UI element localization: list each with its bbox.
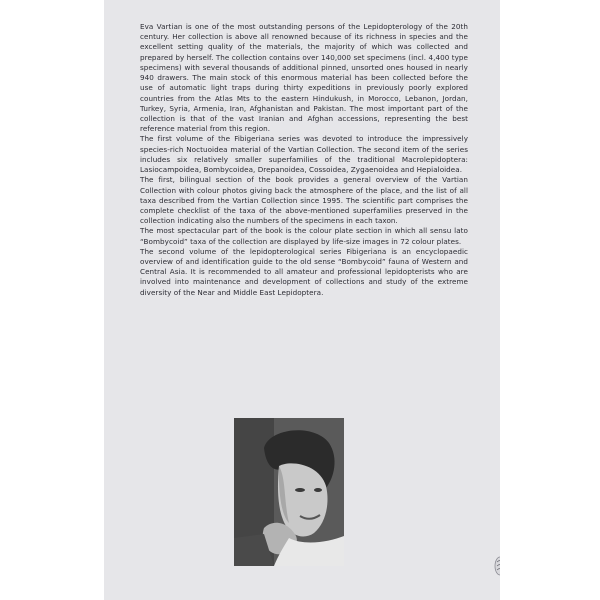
- blurb-paragraph-3: The first, bilingual section of the book provides a general overview of the Vartian Collection with colour photos giving back the atmosphere of the place, and the list of all taxa described from the Vartian Collection since 1995. The scientific part comprises the complete checklist of the taxa of the above-mentioned superfamilies preserved in the collection indicating also the numbers of the specimens in each taxon.: [140, 175, 468, 226]
- book-back-cover: [104, 0, 500, 600]
- publisher-logo-icon: [494, 556, 500, 576]
- portrait-photo: [234, 418, 344, 566]
- blurb-paragraph-4: The most spectacular part of the book is the colour plate section in which all sensu lato “Bombycoid” taxa of the collection are displayed by life-size images in 72 colour plates.: [140, 226, 468, 246]
- blurb-paragraph-5: The second volume of the lepidopterological series Fibigeriana is an encyclopaedic overview of and identification guide to the old sense “Bombycoid” fauna of Western and Central Asia. It is recommended to all amateur and professional lepidopterists who are involved into maintenance and development of collections and study of the extreme diversity of the Near and Middle East Lepidoptera.: [140, 246, 468, 297]
- blurb-paragraph-2: The first volume of the Fibigeriana series was devoted to introduce the impressively species-rich Noctuoidea material of the Vartian Collection. The second item of the series includes six relatively smaller superfamilies of the traditional Macrolepidoptera: Lasiocampoidea, Bombycoidea, Drepanoidea, Cossoidea, Zygaenoidea and Hepialoidea.: [140, 134, 468, 175]
- blurb-text: [140, 22, 468, 298]
- portrait-illustration: [234, 418, 344, 566]
- blurb-paragraph-1: Eva Vartian is one of the most outstanding persons of the Lepidopterology of the 20th century. Her collection is above all renowned because of its richness in species and the excellent setting quality of the materials, the majority of which was collected and prepared by herself. The collection contains over 140,000 set specimens (incl. 4,400 type specimens) with several thousands of additional pinned, unsorted ones housed in nearly 940 drawers. The main stock of this enormous material has been collected before the use of automatic light traps during thirty expeditions in previously poorly explored countries from the Atlas Mts to the eastern Hindukush, in Morocco, Lebanon, Jordan, Turkey, Syria, Armenia, Iran, Afghanistan and Pakistan. The most important part of the collection is that of the vast Iranian and Afghan accessions, representing the best reference material from this region.: [140, 22, 468, 134]
